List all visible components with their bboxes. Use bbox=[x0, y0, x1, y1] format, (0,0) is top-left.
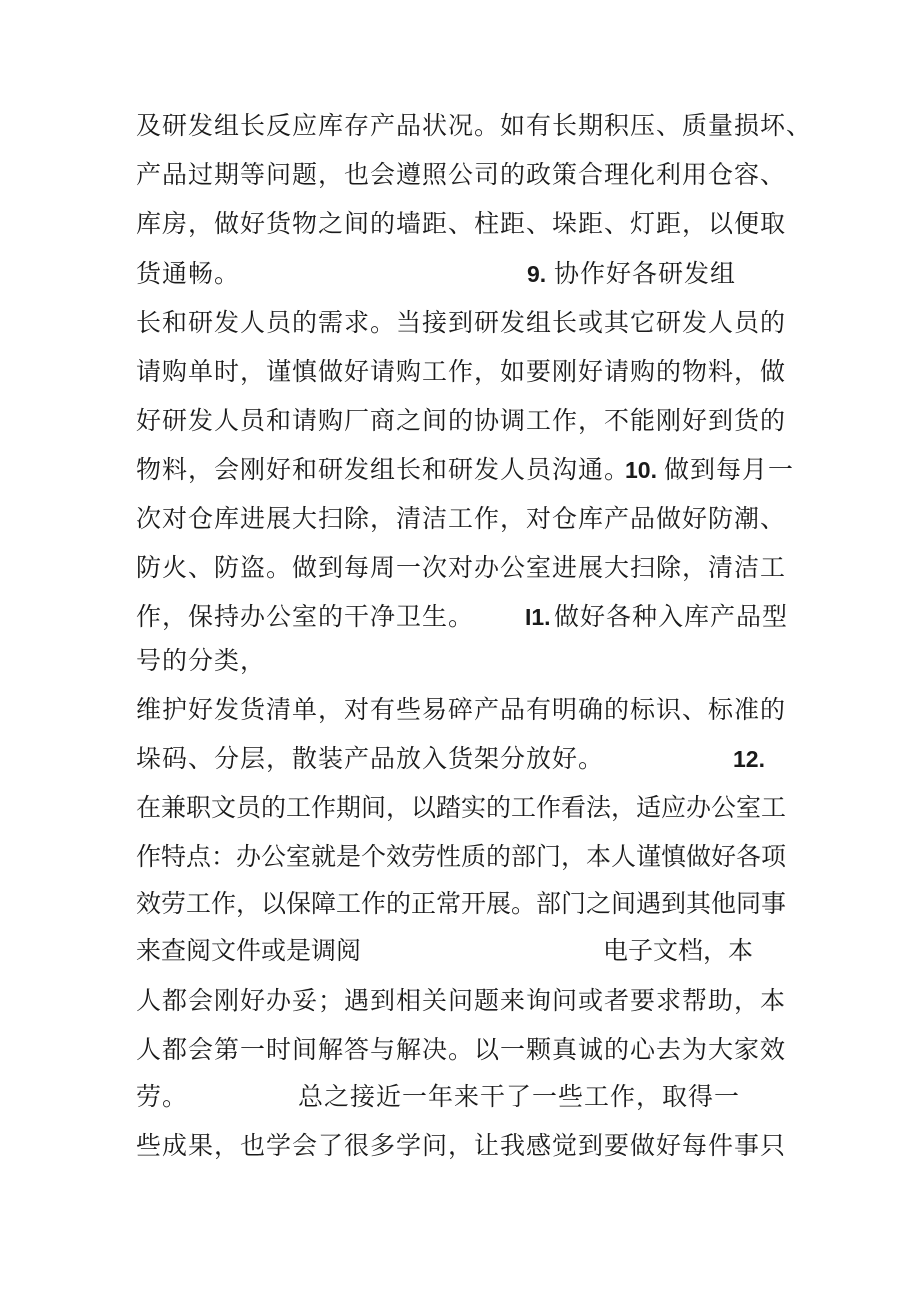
text-line: 些成果，也学会了很多学问，让我感觉到要做好每件事只 bbox=[136, 1131, 787, 1160]
text-line: 产品过期等问题，也会遵照公司的政策合理化利用仓容、 bbox=[136, 160, 787, 189]
item-9-number: 9. bbox=[527, 261, 547, 287]
text-line: 维护好发货清单，对有些易碎产品有明确的标识、标准的 bbox=[136, 695, 787, 724]
text-line: 请购单时，谨慎做好请购工作，如要刚好请购的物料，做 bbox=[136, 357, 787, 386]
text-line: 库房，做好货物之间的墙距、柱距、垛距、灯距，以便取 bbox=[136, 209, 787, 238]
item-9-text: 协作好各研发组 bbox=[554, 259, 737, 288]
text-line: 来查阅文件或是调阅 bbox=[136, 936, 362, 965]
item-11-text: 做好各种入库产品型 bbox=[554, 602, 789, 631]
text-line: 次对仓库进展大扫除，清洁工作，对仓库产品做好防潮、 bbox=[136, 504, 787, 533]
text-line: 好研发人员和请购厂商之间的协调工作，不能刚好到货的 bbox=[136, 406, 787, 435]
e-doc-text: 电子文档，本 bbox=[603, 936, 754, 965]
text-line: 物料，会刚好和研发组长和研发人员沟通。 bbox=[136, 455, 631, 484]
text-line: 人都会刚好办妥；遇到相关问题来询问或者要求帮助，本 bbox=[136, 986, 787, 1015]
text-line: 防火、防盗。做到每周一次对办公室进展大扫除，清洁工 bbox=[136, 553, 787, 582]
text-line: 人都会第一时间解答与解决。以一颗真诚的心去为大家效 bbox=[136, 1035, 787, 1064]
item-10-text: 做到每月一 bbox=[664, 455, 795, 484]
text-line: 号的分类， bbox=[136, 646, 267, 675]
text-line: 及研发组长反应库存产品状况。如有长期积压、质量损坏、 bbox=[136, 111, 813, 140]
text-line: 效劳工作，以保障工作的正常开展。部门之间遇到其他同事 bbox=[136, 889, 787, 918]
text-line: 垛码、分层，散装产品放入货架分放好。 bbox=[136, 744, 605, 773]
text-line: 在兼职文员的工作期间，以踏实的工作看法，适应办公室工 bbox=[136, 793, 787, 822]
summary-text: 总之接近一年来干了一些工作，取得一 bbox=[298, 1082, 741, 1111]
item-11-number: I1. bbox=[525, 604, 551, 630]
text-line: 长和研发人员的需求。当接到研发组长或其它研发人员的 bbox=[136, 308, 787, 337]
item-10-number: 10. bbox=[625, 457, 657, 483]
text-line: 货通畅。 bbox=[136, 259, 241, 288]
text-line: 劳。 bbox=[136, 1082, 189, 1111]
text-line: 作，保持办公室的干净卫生。 bbox=[136, 602, 475, 631]
item-12-number: 12. bbox=[733, 746, 765, 772]
text-line: 作特点：办公室就是个效劳性质的部门，本人谨慎做好各项 bbox=[136, 842, 787, 871]
